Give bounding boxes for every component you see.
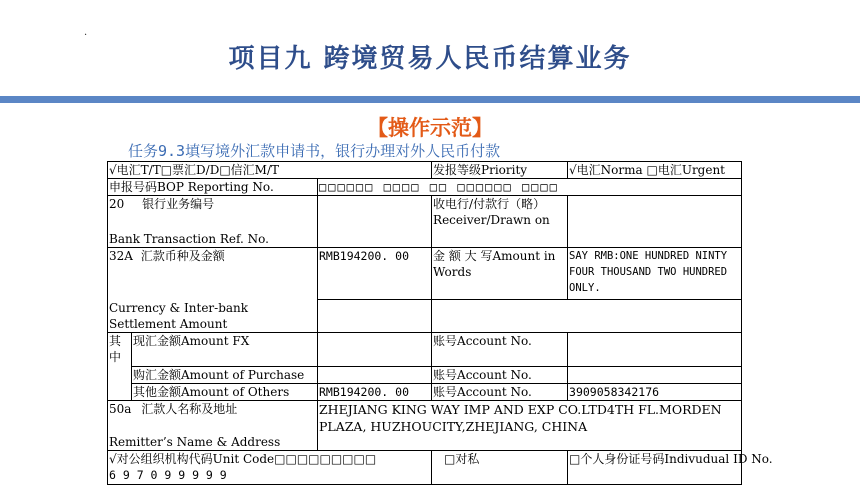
of-which-label: 其中 — [108, 333, 132, 401]
fx-account-value[interactable] — [568, 333, 742, 367]
private-option[interactable]: □对私 — [432, 451, 568, 485]
field-32a-amount[interactable]: RMB194200. 00 — [318, 248, 432, 300]
field-50a-label-cn: 汇款人名称及地址 — [141, 402, 238, 416]
slide-dot: · — [84, 30, 88, 41]
field-32a-label-cn: 汇款币种及金额 — [140, 249, 225, 263]
form-row-others — [108, 384, 742, 401]
field-32a-code: 32A — [109, 249, 133, 263]
individual-id-label[interactable]: □个人身份证号码Indivudual ID No. — [568, 451, 742, 485]
section-subtitle: 【操作示范】 — [367, 116, 493, 140]
form-row-50a — [108, 401, 742, 451]
form-row-unit — [108, 451, 742, 485]
form-row-32a — [108, 248, 742, 300]
field-50a-code: 50a — [109, 402, 132, 416]
purchase-account-value[interactable] — [568, 367, 742, 384]
others-account-label: 账号Account No. — [432, 384, 568, 401]
purchase-amount-value[interactable] — [318, 367, 432, 384]
remittance-method[interactable]: √电汇T/T□票汇D/D□信汇M/T — [108, 162, 432, 179]
fx-amount-label: 现汇金额Amount FX — [132, 333, 318, 367]
task-heading: 任务9.3填写境外汇款申请书，银行办理对外人民币付款 — [128, 142, 501, 160]
form-row-32a-en — [108, 300, 742, 333]
form-row-method — [108, 162, 742, 179]
field-50a-label-en: Remitter’s Name & Address — [109, 435, 281, 449]
field-32a-extra[interactable] — [318, 300, 432, 333]
field-20-label-cn: 银行业务编号 — [142, 197, 215, 211]
field-32a-label-en: Currency & Inter-bank Settlement Amount — [108, 300, 318, 333]
fx-amount-value[interactable] — [318, 333, 432, 367]
remitter-name-address[interactable]: ZHEJIANG KING WAY IMP AND EXP CO.LTD4TH FL.MORDEN PLAZA, HUZHOUCITY,ZHEJIANG, CHINA — [318, 401, 742, 451]
priority-label: 发报等级Priority — [432, 162, 568, 179]
remittance-application-form — [107, 161, 773, 485]
field-20-code: 20 — [109, 197, 125, 211]
field-20-cell — [108, 196, 318, 248]
form-row-20 — [108, 196, 742, 248]
fx-account-label: 账号Account No. — [432, 333, 568, 367]
amount-in-words-label: 金 额 大 写Amount in Words — [432, 248, 568, 300]
amount-in-words-value[interactable]: SAY RMB:ONE HUNDRED NINTY FOUR THOUSAND TWO HUNDRED ONLY. — [568, 248, 742, 300]
bop-label: 申报号码BOP Reporting No. — [108, 179, 318, 196]
receiver-value[interactable] — [568, 196, 742, 248]
page-title: 项目九 跨境贸易人民币结算业务 — [228, 44, 632, 74]
unit-code-label[interactable]: √对公组织机构代码Unit Code□□□□□□□□□ — [109, 452, 377, 466]
others-account-value[interactable]: 3909058342176 — [568, 384, 742, 401]
field-32a-cell — [108, 248, 318, 300]
field-20-label-en: Bank Transaction Ref. No. — [109, 232, 269, 246]
form-row-purchase — [108, 367, 742, 384]
others-amount-value[interactable]: RMB194200. 00 — [318, 384, 432, 401]
others-amount-label: 其他金额Amount of Others — [132, 384, 318, 401]
purchase-amount-label: 购汇金额Amount of Purchase — [132, 367, 318, 384]
bop-number-boxes[interactable]: □□□□□□ □□□□ □□ □□□□□□ □□□□ — [318, 179, 742, 196]
receiver-label: 收电行/付款行（略）Receiver/Drawn on — [432, 196, 568, 248]
priority-value[interactable]: √电汇Norma □电汇Urgent — [568, 162, 742, 179]
form-row-bop — [108, 179, 742, 196]
field-20-value[interactable] — [318, 196, 432, 248]
unit-code-cell — [108, 451, 432, 485]
field-50a-cell — [108, 401, 318, 451]
unit-code-value[interactable]: 6 9 7 0 9 9 9 9 9 — [109, 468, 227, 482]
purchase-account-label: 账号Account No. — [432, 367, 568, 384]
field-32a-words-extra[interactable] — [432, 300, 742, 333]
title-divider — [0, 96, 860, 103]
form-row-fx — [108, 333, 742, 367]
